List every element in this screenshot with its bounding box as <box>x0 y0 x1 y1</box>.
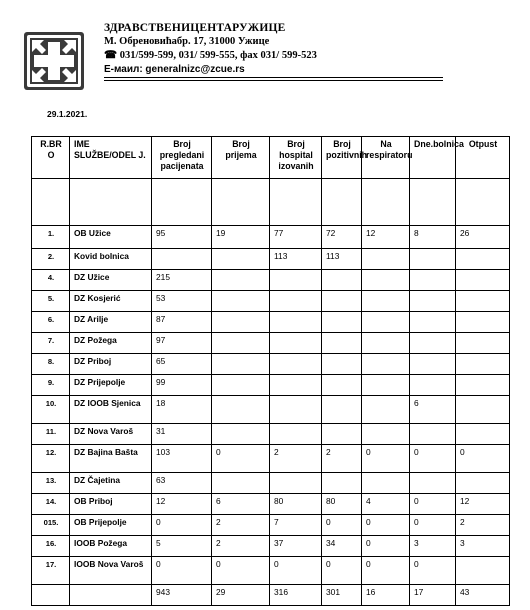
value-cell <box>362 424 410 445</box>
value-cell <box>410 270 456 291</box>
value-cell <box>270 396 322 424</box>
value-cell <box>212 354 270 375</box>
value-cell <box>322 291 362 312</box>
value-cell <box>212 333 270 354</box>
value-cell <box>270 375 322 396</box>
value-cell: 3 <box>456 536 510 557</box>
value-cell: 99 <box>152 375 212 396</box>
column-header: R.BR O <box>32 137 70 179</box>
value-cell <box>270 333 322 354</box>
value-cell: 0 <box>322 515 362 536</box>
total-cell: 316 <box>270 585 322 606</box>
value-cell <box>456 375 510 396</box>
value-cell: 0 <box>410 515 456 536</box>
value-cell <box>270 270 322 291</box>
service-name-cell: OB Priboj <box>70 494 152 515</box>
value-cell: 2 <box>456 515 510 536</box>
value-cell: 65 <box>152 354 212 375</box>
value-cell: 0 <box>212 557 270 585</box>
value-cell <box>212 249 270 270</box>
value-cell: 0 <box>152 515 212 536</box>
value-cell: 5 <box>152 536 212 557</box>
value-cell: 97 <box>152 333 212 354</box>
row-number-cell: 12. <box>32 445 70 473</box>
header-rule <box>104 77 443 78</box>
total-cell: 943 <box>152 585 212 606</box>
value-cell: 72 <box>322 226 362 249</box>
value-cell: 0 <box>322 557 362 585</box>
service-name-cell: DZ Čajetina <box>70 473 152 494</box>
value-cell <box>270 312 322 333</box>
value-cell <box>456 291 510 312</box>
service-name-cell: DZ Nova Varoš <box>70 424 152 445</box>
value-cell <box>362 375 410 396</box>
value-cell: 37 <box>270 536 322 557</box>
value-cell <box>410 249 456 270</box>
service-name-cell: DZ Kosjerić <box>70 291 152 312</box>
service-name-cell: DZ Požega <box>70 333 152 354</box>
value-cell: 34 <box>322 536 362 557</box>
total-cell: 16 <box>362 585 410 606</box>
service-name-cell: DZ Prijepolje <box>70 375 152 396</box>
table-row-empty <box>32 179 510 226</box>
service-name-cell: IOOB Požega <box>70 536 152 557</box>
health-center-logo-icon <box>24 32 84 90</box>
value-cell: 7 <box>270 515 322 536</box>
table-row <box>32 312 510 333</box>
value-cell <box>410 354 456 375</box>
value-cell: 113 <box>322 249 362 270</box>
row-number-cell: 2. <box>32 249 70 270</box>
value-cell <box>362 354 410 375</box>
total-cell: 301 <box>322 585 362 606</box>
column-header: IME SLUŽBE/ODEL J. <box>70 137 152 179</box>
value-cell <box>212 424 270 445</box>
value-cell: 3 <box>410 536 456 557</box>
service-name-cell: DZ Užice <box>70 270 152 291</box>
row-number-cell: 1. <box>32 226 70 249</box>
value-cell <box>322 473 362 494</box>
table-row <box>32 396 510 424</box>
total-cell: 29 <box>212 585 270 606</box>
value-cell <box>410 424 456 445</box>
value-cell <box>456 396 510 424</box>
value-cell <box>270 354 322 375</box>
value-cell <box>212 291 270 312</box>
table-row <box>32 249 510 270</box>
total-cell: 17 <box>410 585 456 606</box>
value-cell: 12 <box>152 494 212 515</box>
value-cell: 26 <box>456 226 510 249</box>
value-cell <box>322 354 362 375</box>
value-cell <box>322 424 362 445</box>
table-row <box>32 536 510 557</box>
service-name-cell: DZ Bajina Bašta <box>70 445 152 473</box>
value-cell: 103 <box>152 445 212 473</box>
value-cell: 0 <box>362 557 410 585</box>
value-cell: 19 <box>212 226 270 249</box>
value-cell <box>212 375 270 396</box>
header-rule <box>104 80 443 81</box>
row-number-cell: 10. <box>32 396 70 424</box>
service-name-cell: OB Užice <box>70 226 152 249</box>
value-cell <box>322 270 362 291</box>
table-row <box>32 226 510 249</box>
value-cell <box>410 333 456 354</box>
value-cell: 113 <box>270 249 322 270</box>
row-number-cell: 17. <box>32 557 70 585</box>
row-number-cell: 8. <box>32 354 70 375</box>
row-number-cell: 11. <box>32 424 70 445</box>
service-name-cell: DZ IOOB Sjenica <box>70 396 152 424</box>
value-cell: 63 <box>152 473 212 494</box>
row-number-cell: 015. <box>32 515 70 536</box>
value-cell <box>212 270 270 291</box>
value-cell: 0 <box>362 515 410 536</box>
value-cell <box>456 473 510 494</box>
table-row <box>32 291 510 312</box>
value-cell: 53 <box>152 291 212 312</box>
row-number-cell: 6. <box>32 312 70 333</box>
column-header: Broj pregledani pacijenata <box>152 137 212 179</box>
organization-name: ЗДРАВСТВЕНИЦЕНТАРУЖИЦЕ <box>104 22 286 34</box>
value-cell <box>456 557 510 585</box>
value-cell <box>456 249 510 270</box>
table-row <box>32 473 510 494</box>
total-cell: 43 <box>456 585 510 606</box>
value-cell: 0 <box>270 557 322 585</box>
service-name-cell: Kovid bolnica <box>70 249 152 270</box>
value-cell: 0 <box>410 494 456 515</box>
value-cell: 0 <box>410 557 456 585</box>
value-cell <box>212 312 270 333</box>
row-number-cell: 9. <box>32 375 70 396</box>
value-cell: 4 <box>362 494 410 515</box>
value-cell <box>362 473 410 494</box>
value-cell: 2 <box>212 515 270 536</box>
value-cell <box>362 291 410 312</box>
value-cell <box>212 473 270 494</box>
column-header: Broj pozitivnih <box>322 137 362 179</box>
value-cell <box>322 312 362 333</box>
value-cell <box>270 424 322 445</box>
value-cell <box>410 312 456 333</box>
value-cell: 2 <box>212 536 270 557</box>
column-header: Otpust <box>456 137 510 179</box>
value-cell: 87 <box>152 312 212 333</box>
value-cell: 0 <box>456 445 510 473</box>
value-cell: 0 <box>362 536 410 557</box>
value-cell <box>322 375 362 396</box>
row-number-cell: 14. <box>32 494 70 515</box>
value-cell: 12 <box>456 494 510 515</box>
value-cell: 77 <box>270 226 322 249</box>
value-cell: 6 <box>410 396 456 424</box>
table-row <box>32 515 510 536</box>
value-cell <box>362 249 410 270</box>
totals-row <box>32 585 510 606</box>
value-cell <box>410 375 456 396</box>
value-cell <box>362 312 410 333</box>
column-header: Broj prijema <box>212 137 270 179</box>
row-number-cell: 5. <box>32 291 70 312</box>
organization-address: М. Обреновићабр. 17, 31000 Ужице <box>104 36 270 47</box>
row-number-cell: 7. <box>32 333 70 354</box>
value-cell: 0 <box>152 557 212 585</box>
value-cell <box>362 270 410 291</box>
value-cell <box>270 473 322 494</box>
value-cell <box>362 333 410 354</box>
row-number-cell: 13. <box>32 473 70 494</box>
value-cell <box>456 424 510 445</box>
value-cell: 0 <box>410 445 456 473</box>
value-cell <box>410 291 456 312</box>
organization-email[interactable]: Е-маил: generalnizc@zcue.rs <box>104 64 245 75</box>
value-cell: 8 <box>410 226 456 249</box>
document-date: 29.1.2021. <box>47 109 88 119</box>
service-name-cell: IOOB Nova Varoš <box>70 557 152 585</box>
table-row <box>32 333 510 354</box>
value-cell: 80 <box>270 494 322 515</box>
table-row <box>32 494 510 515</box>
table-row <box>32 354 510 375</box>
value-cell <box>152 249 212 270</box>
value-cell <box>322 333 362 354</box>
table-row <box>32 270 510 291</box>
value-cell: 95 <box>152 226 212 249</box>
column-header: Dne.bolnica <box>410 137 456 179</box>
report-table <box>31 136 510 606</box>
service-name-cell: DZ Arilje <box>70 312 152 333</box>
value-cell: 80 <box>322 494 362 515</box>
value-cell <box>456 270 510 291</box>
value-cell: 6 <box>212 494 270 515</box>
value-cell <box>456 354 510 375</box>
service-name-cell: OB Prijepolje <box>70 515 152 536</box>
value-cell <box>410 473 456 494</box>
row-number-cell: 16. <box>32 536 70 557</box>
column-header: Na respiratoru <box>362 137 410 179</box>
value-cell <box>456 312 510 333</box>
table-row <box>32 557 510 585</box>
value-cell: 18 <box>152 396 212 424</box>
row-number-cell: 4. <box>32 270 70 291</box>
table-row <box>32 445 510 473</box>
value-cell: 0 <box>212 445 270 473</box>
value-cell <box>456 333 510 354</box>
value-cell: 12 <box>362 226 410 249</box>
organization-phone: ☎ 031/599-599, 031/ 599-555, фах 031/ 599-523 <box>104 50 317 61</box>
column-header: Broj hospital izovanih <box>270 137 322 179</box>
value-cell <box>212 396 270 424</box>
value-cell: 0 <box>362 445 410 473</box>
value-cell: 2 <box>270 445 322 473</box>
value-cell: 215 <box>152 270 212 291</box>
value-cell <box>362 396 410 424</box>
service-name-cell: DZ Priboj <box>70 354 152 375</box>
value-cell: 31 <box>152 424 212 445</box>
table-header-row <box>32 137 510 179</box>
table-row <box>32 375 510 396</box>
letterhead <box>104 21 444 77</box>
value-cell: 2 <box>322 445 362 473</box>
value-cell <box>270 291 322 312</box>
value-cell <box>322 396 362 424</box>
table-row <box>32 424 510 445</box>
